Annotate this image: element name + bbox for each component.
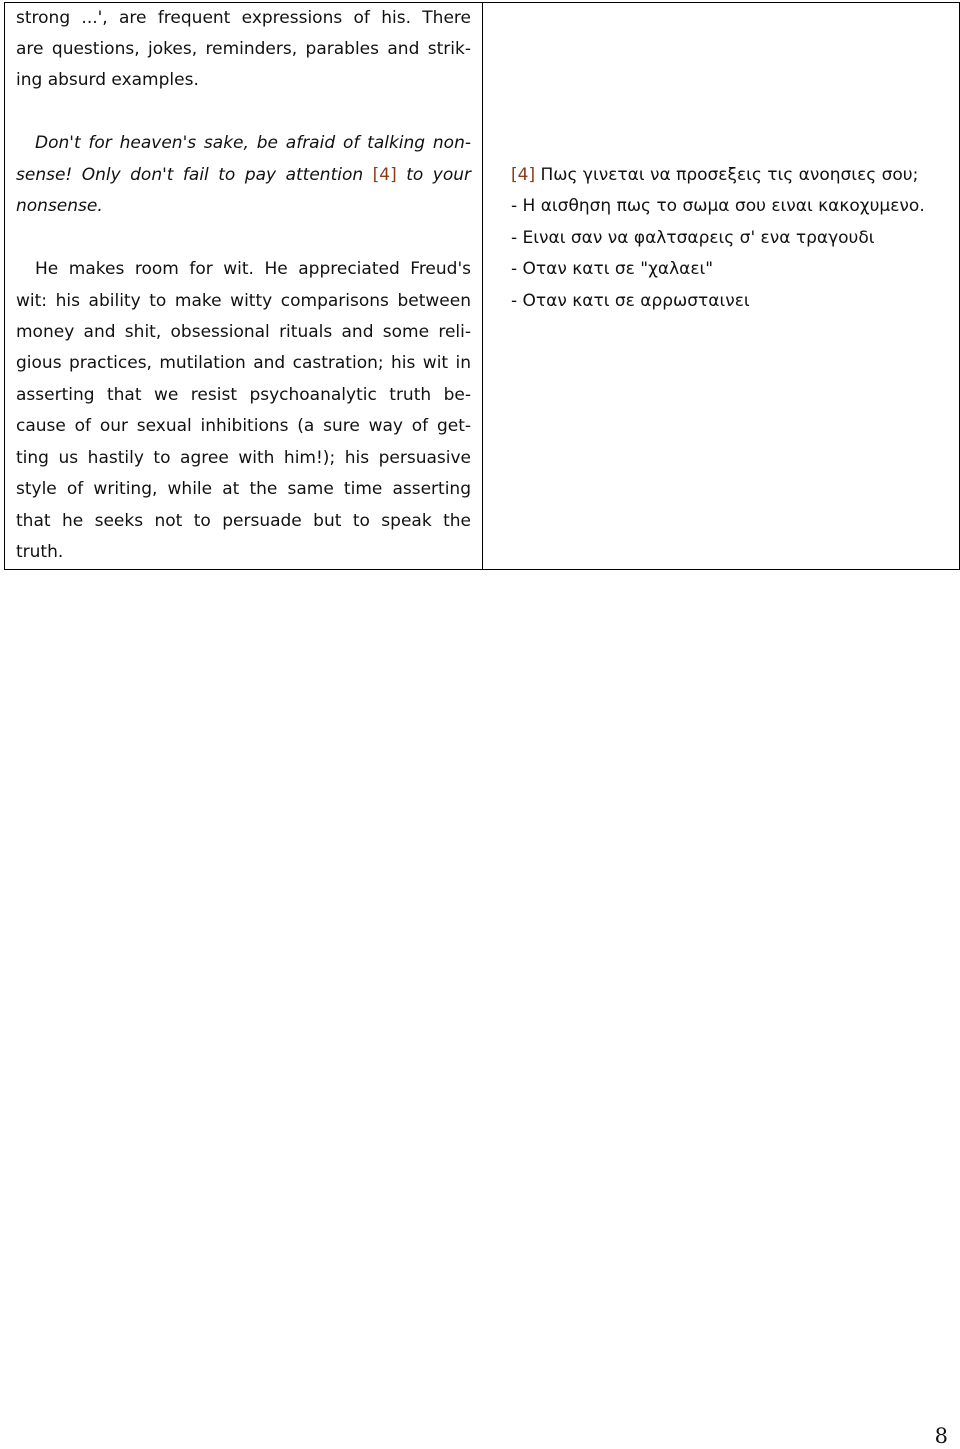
note-line	[511, 163, 951, 187]
reference-marker: [4]	[511, 165, 536, 185]
text-line: style of writing, while at the same time asserting	[16, 479, 471, 499]
english-text-column	[5, 3, 483, 569]
text-line: money and shit, obsessional rituals and some reli-	[16, 322, 471, 342]
text-line: truth.	[16, 542, 64, 562]
quote-line	[16, 163, 471, 187]
note-line: - Η αισθηση πως το σωμα σου ειναι κακοχυμενο.	[511, 196, 925, 216]
note-text: Πως γινεται να προσεξεις τις ανοησιες σου;	[535, 165, 919, 185]
text-line: wit: his ability to make witty comparisons between	[16, 291, 471, 311]
text-line: gious practices, mutilation and castration; his wit in	[16, 353, 471, 373]
quote-text: to your	[396, 165, 471, 185]
quote-text: sense! Only don't fail to pay attention	[16, 165, 373, 185]
text-line: strong ...', are frequent expressions of his. There	[16, 8, 471, 28]
text-line: ting us hastily to agree with him!); his persuasive	[16, 448, 471, 468]
reference-marker: [4]	[372, 165, 397, 185]
quote-line: nonsense.	[16, 196, 103, 216]
quote-line: Don't for heaven's sake, be afraid of talking non-	[35, 133, 471, 153]
note-line: - Ειναι σαν να φαλτσαρεις σ' ενα τραγουδι	[511, 228, 875, 248]
greek-notes-column	[483, 3, 959, 569]
note-line: - Οταν κατι σε αρρωσταινει	[511, 291, 750, 311]
text-line: He makes room for wit. He appreciated Freud's	[35, 259, 471, 279]
two-column-table	[4, 2, 960, 570]
text-line: are questions, jokes, reminders, parables and strik-	[16, 39, 471, 59]
page-number: 8	[934, 1424, 948, 1448]
text-line: cause of our sexual inhibitions (a sure way of get-	[16, 416, 471, 436]
text-line: ing absurd examples.	[16, 70, 199, 90]
note-line: - Οταν κατι σε "χαλαει"	[511, 259, 714, 279]
text-line: asserting that we resist psychoanalytic truth be-	[16, 385, 471, 405]
text-line: that he seeks not to persuade but to speak the	[16, 511, 471, 531]
